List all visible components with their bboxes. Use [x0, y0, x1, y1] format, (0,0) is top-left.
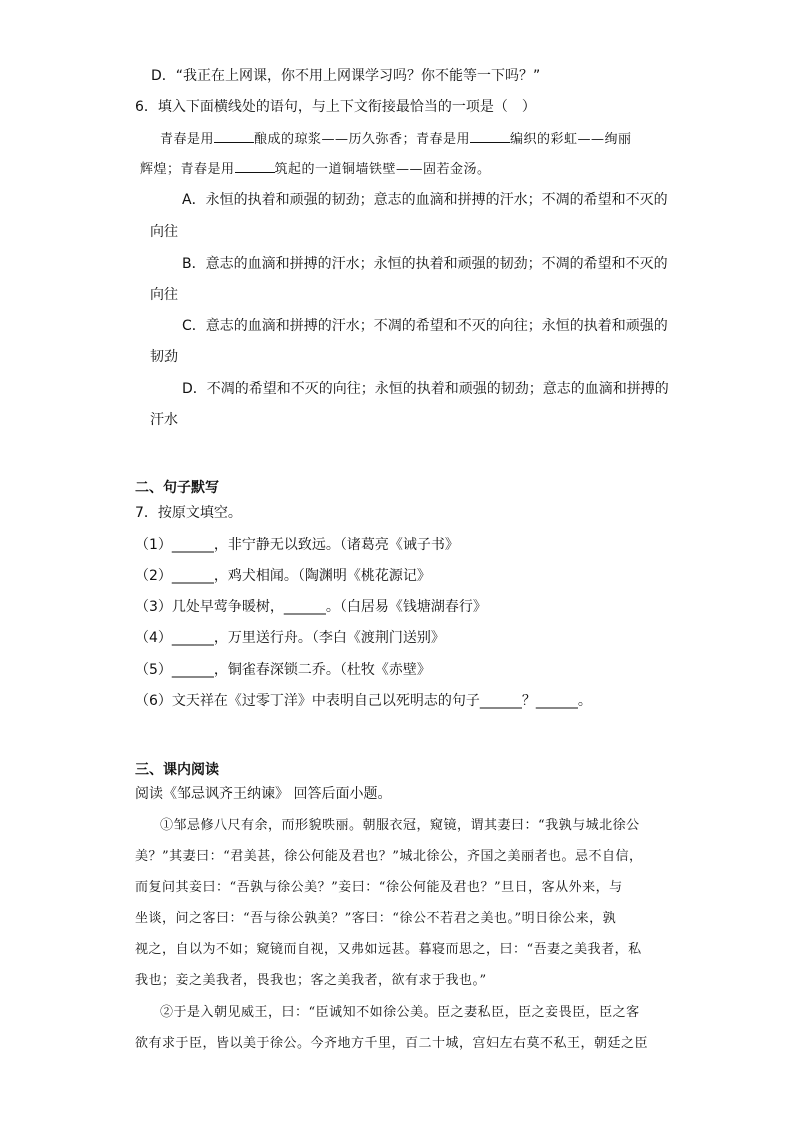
q6-option-a: A．永恒的执着和顽强的韧劲；意志的血滴和拼搏的汗水；不凋的希望和不灭的 — [182, 192, 668, 208]
fill-blank — [235, 158, 275, 173]
reading-intro: 阅读《邹忌讽齐王纳谏》 回答后面小题。 — [135, 786, 392, 802]
q7-stem: 7．按原文填空。 — [135, 505, 242, 521]
passage-para-2-line-1: ②于是入朝见威王，曰：“臣诚知不如徐公美。臣之妻私臣，臣之妾畏臣，臣之客 — [160, 1005, 640, 1020]
section-2-title: 二、句子默写 — [135, 480, 219, 496]
q7-item-4: （4）______，万里送行舟。（李白《渡荆门送别》 — [135, 630, 445, 646]
q6-stem: 6．填入下面横线处的语句，与上下文衔接最恰当的一项是（ ） — [135, 99, 536, 115]
fill-blank — [470, 128, 510, 143]
q6-option-d-cont: 汗水 — [150, 412, 178, 428]
q7-item-2: （2）______，鸡犬相闻。（陶渊明《桃花源记》 — [135, 568, 431, 584]
passage-para-2-line-2: 欲有求于臣，皆以美于徐公。今齐地方千里，百二十城，宫妇左右莫不私王，朝廷之臣 — [135, 1036, 649, 1051]
q7-item-1: （1）______，非宁静无以致远。（诸葛亮《诫子书》 — [135, 537, 459, 553]
q6-passage-line-1: 青春是用 酿成的琼浆——历久弥香；青春是用 编织的彩虹——绚丽 — [160, 128, 632, 150]
passage-para-1-line-1: ①邹忌修八尺有余，而形貌昳丽。朝服衣冠，窥镜，谓其妻曰：“我孰与城北徐公 — [160, 818, 640, 833]
q5-option-d: D．“我正在上网课，你不用上网课学习吗？你不能等一下吗？” — [151, 68, 541, 84]
fill-blank — [214, 128, 254, 143]
q7-item-3: （3）几处早莺争暖树，______。（白居易《钱塘湖春行》 — [135, 599, 487, 615]
passage-para-1-line-3: 而复问其妾曰：“吾孰与徐公美？”妾曰：“徐公何能及君也？”旦日，客从外来，与 — [135, 880, 623, 895]
q7-item-6: （6）文天祥在《过零丁洋》中表明自己以死明志的句子______？______。 — [135, 693, 592, 709]
passage-para-1-line-4: 坐谈，问之客曰：“吾与徐公孰美？”客曰：“徐公不若君之美也。”明日徐公来，孰 — [135, 911, 617, 926]
q6-option-c-cont: 韧劲 — [150, 349, 178, 365]
q6-option-c: C．意志的血滴和拼搏的汗水；不凋的希望和不灭的向往；永恒的执着和顽强的 — [182, 318, 668, 334]
q7-item-5: （5）______，铜雀春深锁二乔。（杜牧《赤壁》 — [135, 662, 431, 678]
q6-option-a-cont: 向往 — [150, 224, 178, 240]
passage-para-1-line-6: 我也；妾之美我者，畏我也；客之美我者，欲有求于我也。” — [135, 973, 487, 988]
passage-para-1-line-2: 美？”其妻曰：“君美甚，徐公何能及君也？”城北徐公，齐国之美丽者也。忌不自信， — [135, 849, 643, 864]
q6-option-b-cont: 向往 — [150, 287, 178, 303]
passage-para-1-line-5: 视之，自以为不如；窥镜而自视，又弗如远甚。暮寝而思之，曰：“吾妻之美我者，私 — [135, 942, 642, 957]
q6-option-b: B．意志的血滴和拼搏的汗水；永恒的执着和顽强的韧劲；不凋的希望和不灭的 — [182, 256, 668, 272]
q6-option-d: D．不凋的希望和不灭的向往；永恒的执着和顽强的韧劲；意志的血滴和拼搏的 — [182, 381, 669, 397]
q6-passage-line-2: 辉煌；青春是用 筑起的一道铜墙铁壁——固若金汤。 — [140, 158, 491, 180]
section-3-title: 三、课内阅读 — [135, 762, 219, 778]
